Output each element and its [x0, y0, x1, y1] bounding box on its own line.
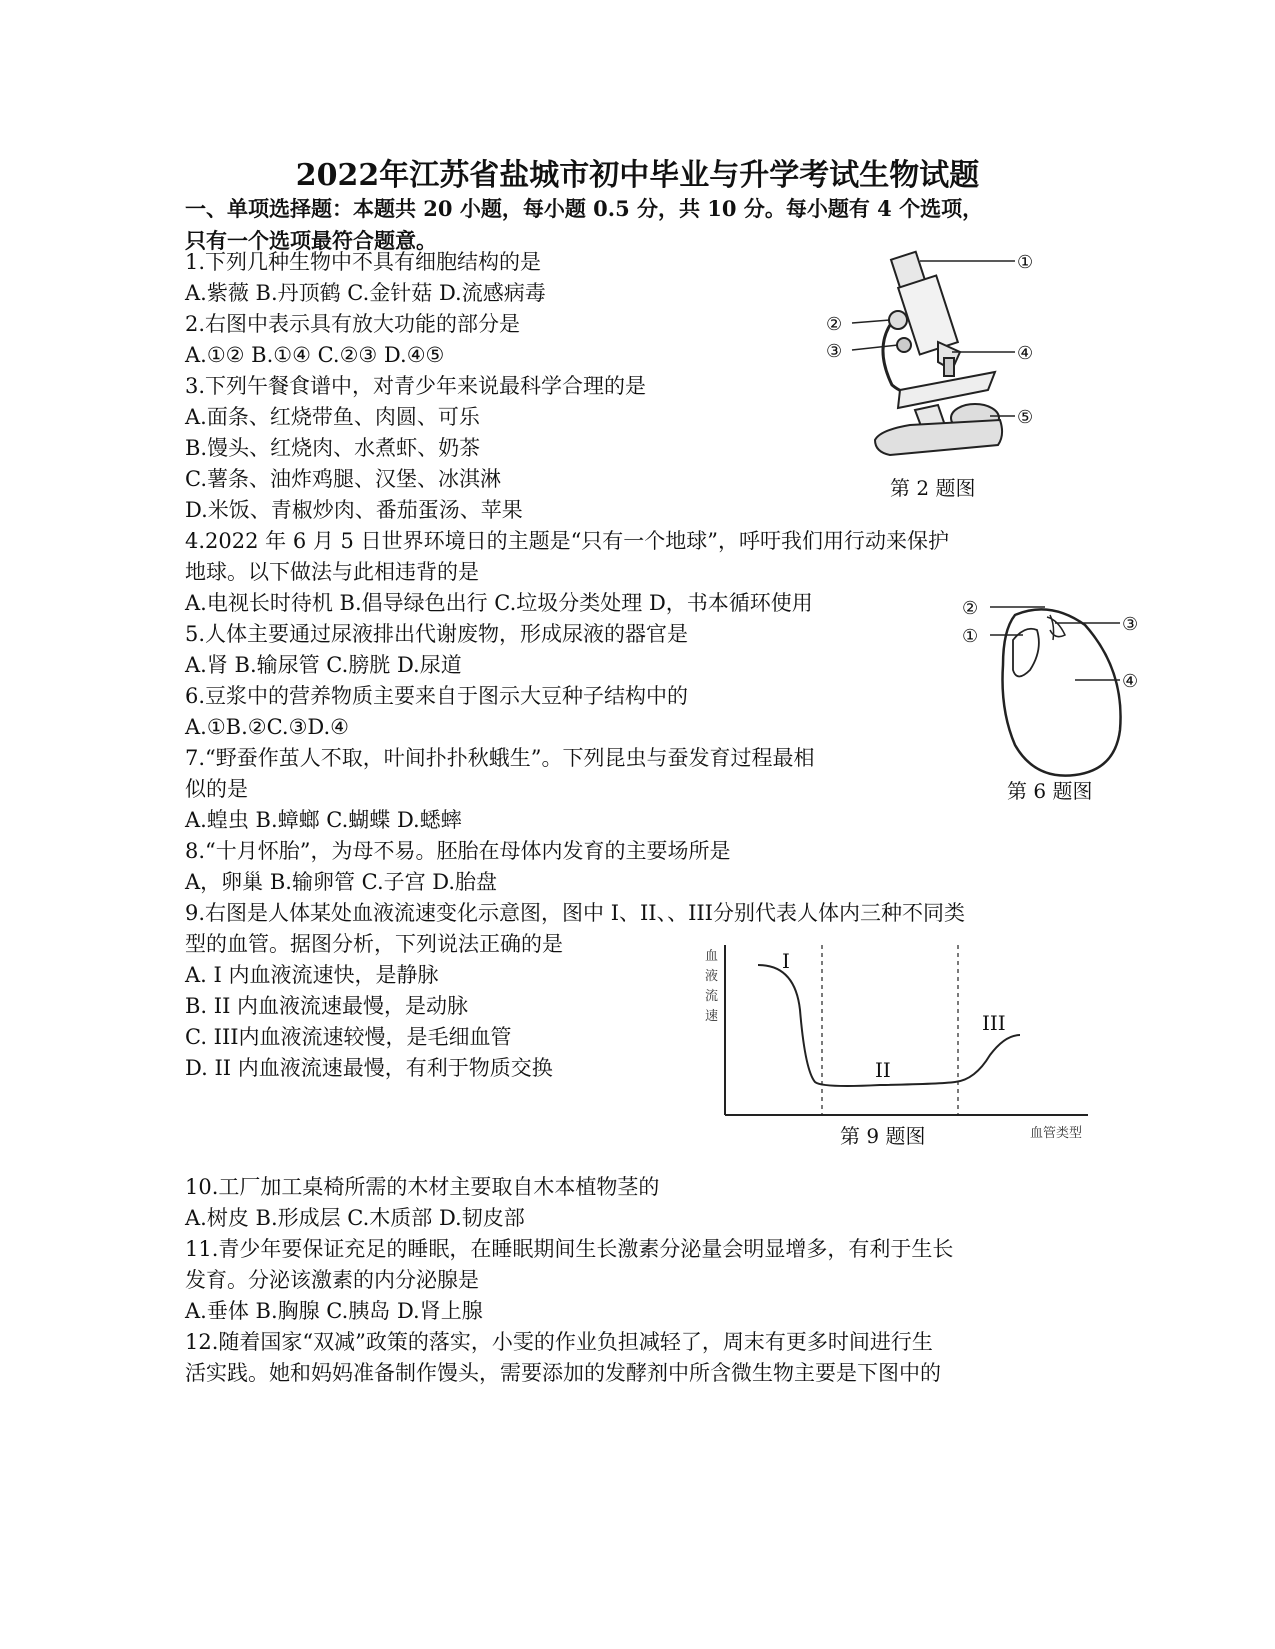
- question-9-option-a: A. I 内血液流速快，是静脉: [185, 963, 439, 987]
- fig2-label-4: ④: [1017, 343, 1034, 364]
- section-heading-line1: 一、单项选择题：本题共 20 小题，每小题 0.5 分，共 10 分。每小题有 4 个选项，: [185, 196, 984, 221]
- fig6-label-1: ①: [962, 626, 979, 647]
- question-9-option-d: D. II 内血液流速最慢，有利于物质交换: [185, 1056, 553, 1080]
- question-6: 6.豆浆中的营养物质主要来自于图示大豆种子结构中的: [185, 684, 689, 708]
- question-11-line1: 11.青少年要保证充足的睡眠，在睡眠期间生长激素分泌量会明显增多，有利于生长: [185, 1237, 954, 1261]
- question-5: 5.人体主要通过尿液排出代谢废物，形成尿液的器官是: [185, 622, 689, 646]
- question-4-line2: 地球。以下做法与此相违背的是: [185, 560, 479, 584]
- page-title: 2022年江苏省盐城市初中毕业与升学考试生物试题: [295, 158, 980, 193]
- question-4-options: A.电视长时待机 B.倡导绿色出行 C.垃圾分类处理 D，书本循环使用: [185, 591, 813, 615]
- question-3-option-d: D.米饭、青椒炒肉、番茄蛋汤、苹果: [185, 498, 523, 522]
- question-3-option-c: C.薯条、油炸鸡腿、汉堡、冰淇淋: [185, 467, 501, 491]
- figure-9-blood-flow: [700, 940, 1090, 1150]
- question-6-options: A.①B.②C.③D.④: [185, 715, 350, 739]
- question-11-line2: 发育。分泌该激素的内分泌腺是: [185, 1268, 479, 1292]
- figure-2-microscope: [820, 240, 1060, 510]
- fig2-label-1: ①: [1017, 252, 1034, 273]
- microscope-diagram: [820, 240, 1060, 510]
- blood-flow-chart: [700, 940, 1090, 1150]
- question-8: 8.“十月怀胎”，为母不易。胚胎在母体内发育的主要场所是: [185, 839, 731, 863]
- question-12-line2: 活实践。她和妈妈准备制作馒头，需要添加的发酵剂中所含微生物主要是下图中的: [185, 1361, 941, 1385]
- question-7-line1: 7.“野蚕作茧人不取，叶间扑扑秋蛾生”。下列昆虫与蚕发育过程最相: [185, 746, 815, 770]
- question-2-options: A.①② B.①④ C.②③ D.④⑤: [185, 343, 445, 367]
- section-heading-line2: 只有一个选项最符合题意。: [185, 228, 437, 253]
- fig6-label-3: ③: [1122, 614, 1139, 635]
- region-III-label: III: [982, 1011, 1006, 1035]
- question-3-option-b: B.馒头、红烧肉、水煮虾、奶茶: [185, 436, 481, 460]
- y-label-char-1: 血: [705, 949, 719, 964]
- question-12-line1: 12.随着国家“双减”政策的落实，小雯的作业负担减轻了，周末有更多时间进行生: [185, 1330, 933, 1354]
- y-label-char-3: 流: [705, 989, 719, 1004]
- y-label-char-4: 速: [705, 1009, 719, 1024]
- question-3: 3.下列午餐食谱中，对青少年来说最科学合理的是: [185, 374, 647, 398]
- fig2-label-3: ③: [826, 341, 843, 362]
- question-2: 2.右图中表示具有放大功能的部分是: [185, 312, 521, 336]
- question-9-line2: 型的血管。据图分析，下列说法正确的是: [185, 932, 563, 956]
- question-7-options: A.蝗虫 B.蟑螂 C.蝴蝶 D.蟋蟀: [185, 808, 462, 832]
- question-5-options: A.肾 B.输尿管 C.膀胱 D.尿道: [185, 653, 462, 677]
- region-I-label: I: [782, 949, 790, 973]
- fig9-caption: 第 9 题图: [840, 1124, 926, 1148]
- question-1-options: A.紫薇 B.丹顶鹤 C.金针菇 D.流感病毒: [185, 281, 546, 305]
- fig6-label-2: ②: [962, 598, 979, 619]
- region-II-label: II: [875, 1058, 891, 1082]
- fig2-label-2: ②: [826, 314, 843, 335]
- fig6-caption: 第 6 题图: [1007, 779, 1093, 803]
- question-9-line1: 9.右图是人体某处血液流速变化示意图，图中 I、II、、III分别代表人体内三种不同类: [185, 901, 965, 925]
- question-11-options: A.垂体 B.胸腺 C.胰岛 D.肾上腺: [185, 1299, 483, 1323]
- figure-6-soybean-seed: [955, 595, 1155, 810]
- soybean-seed-diagram: [955, 595, 1155, 810]
- fig2-caption: 第 2 题图: [890, 476, 976, 500]
- question-10-options: A.树皮 B.形成层 C.木质部 D.韧皮部: [185, 1206, 525, 1230]
- question-9-option-c: C. III内血液流速较慢，是毛细血管: [185, 1025, 512, 1049]
- fig2-label-5: ⑤: [1017, 407, 1034, 428]
- question-1: 1.下列几种生物中不具有细胞结构的是: [185, 250, 542, 274]
- fig6-label-4: ④: [1122, 671, 1139, 692]
- y-label-char-2: 液: [705, 969, 719, 984]
- question-4-line1: 4.2022 年 6 月 5 日世界环境日的主题是“只有一个地球”，呼吁我们用行动来保护: [185, 529, 950, 553]
- question-3-option-a: A.面条、红烧带鱼、肉圆、可乐: [185, 405, 480, 429]
- x-axis-label: 血管类型: [1030, 1126, 1083, 1141]
- question-9-option-b: B. II 内血液流速最慢，是动脉: [185, 994, 469, 1018]
- question-7-line2: 似的是: [185, 777, 248, 801]
- question-10: 10.工厂加工桌椅所需的木材主要取自木本植物茎的: [185, 1175, 660, 1199]
- question-8-options: A，卵巢 B.输卵管 C.子宫 D.胎盘: [185, 870, 498, 894]
